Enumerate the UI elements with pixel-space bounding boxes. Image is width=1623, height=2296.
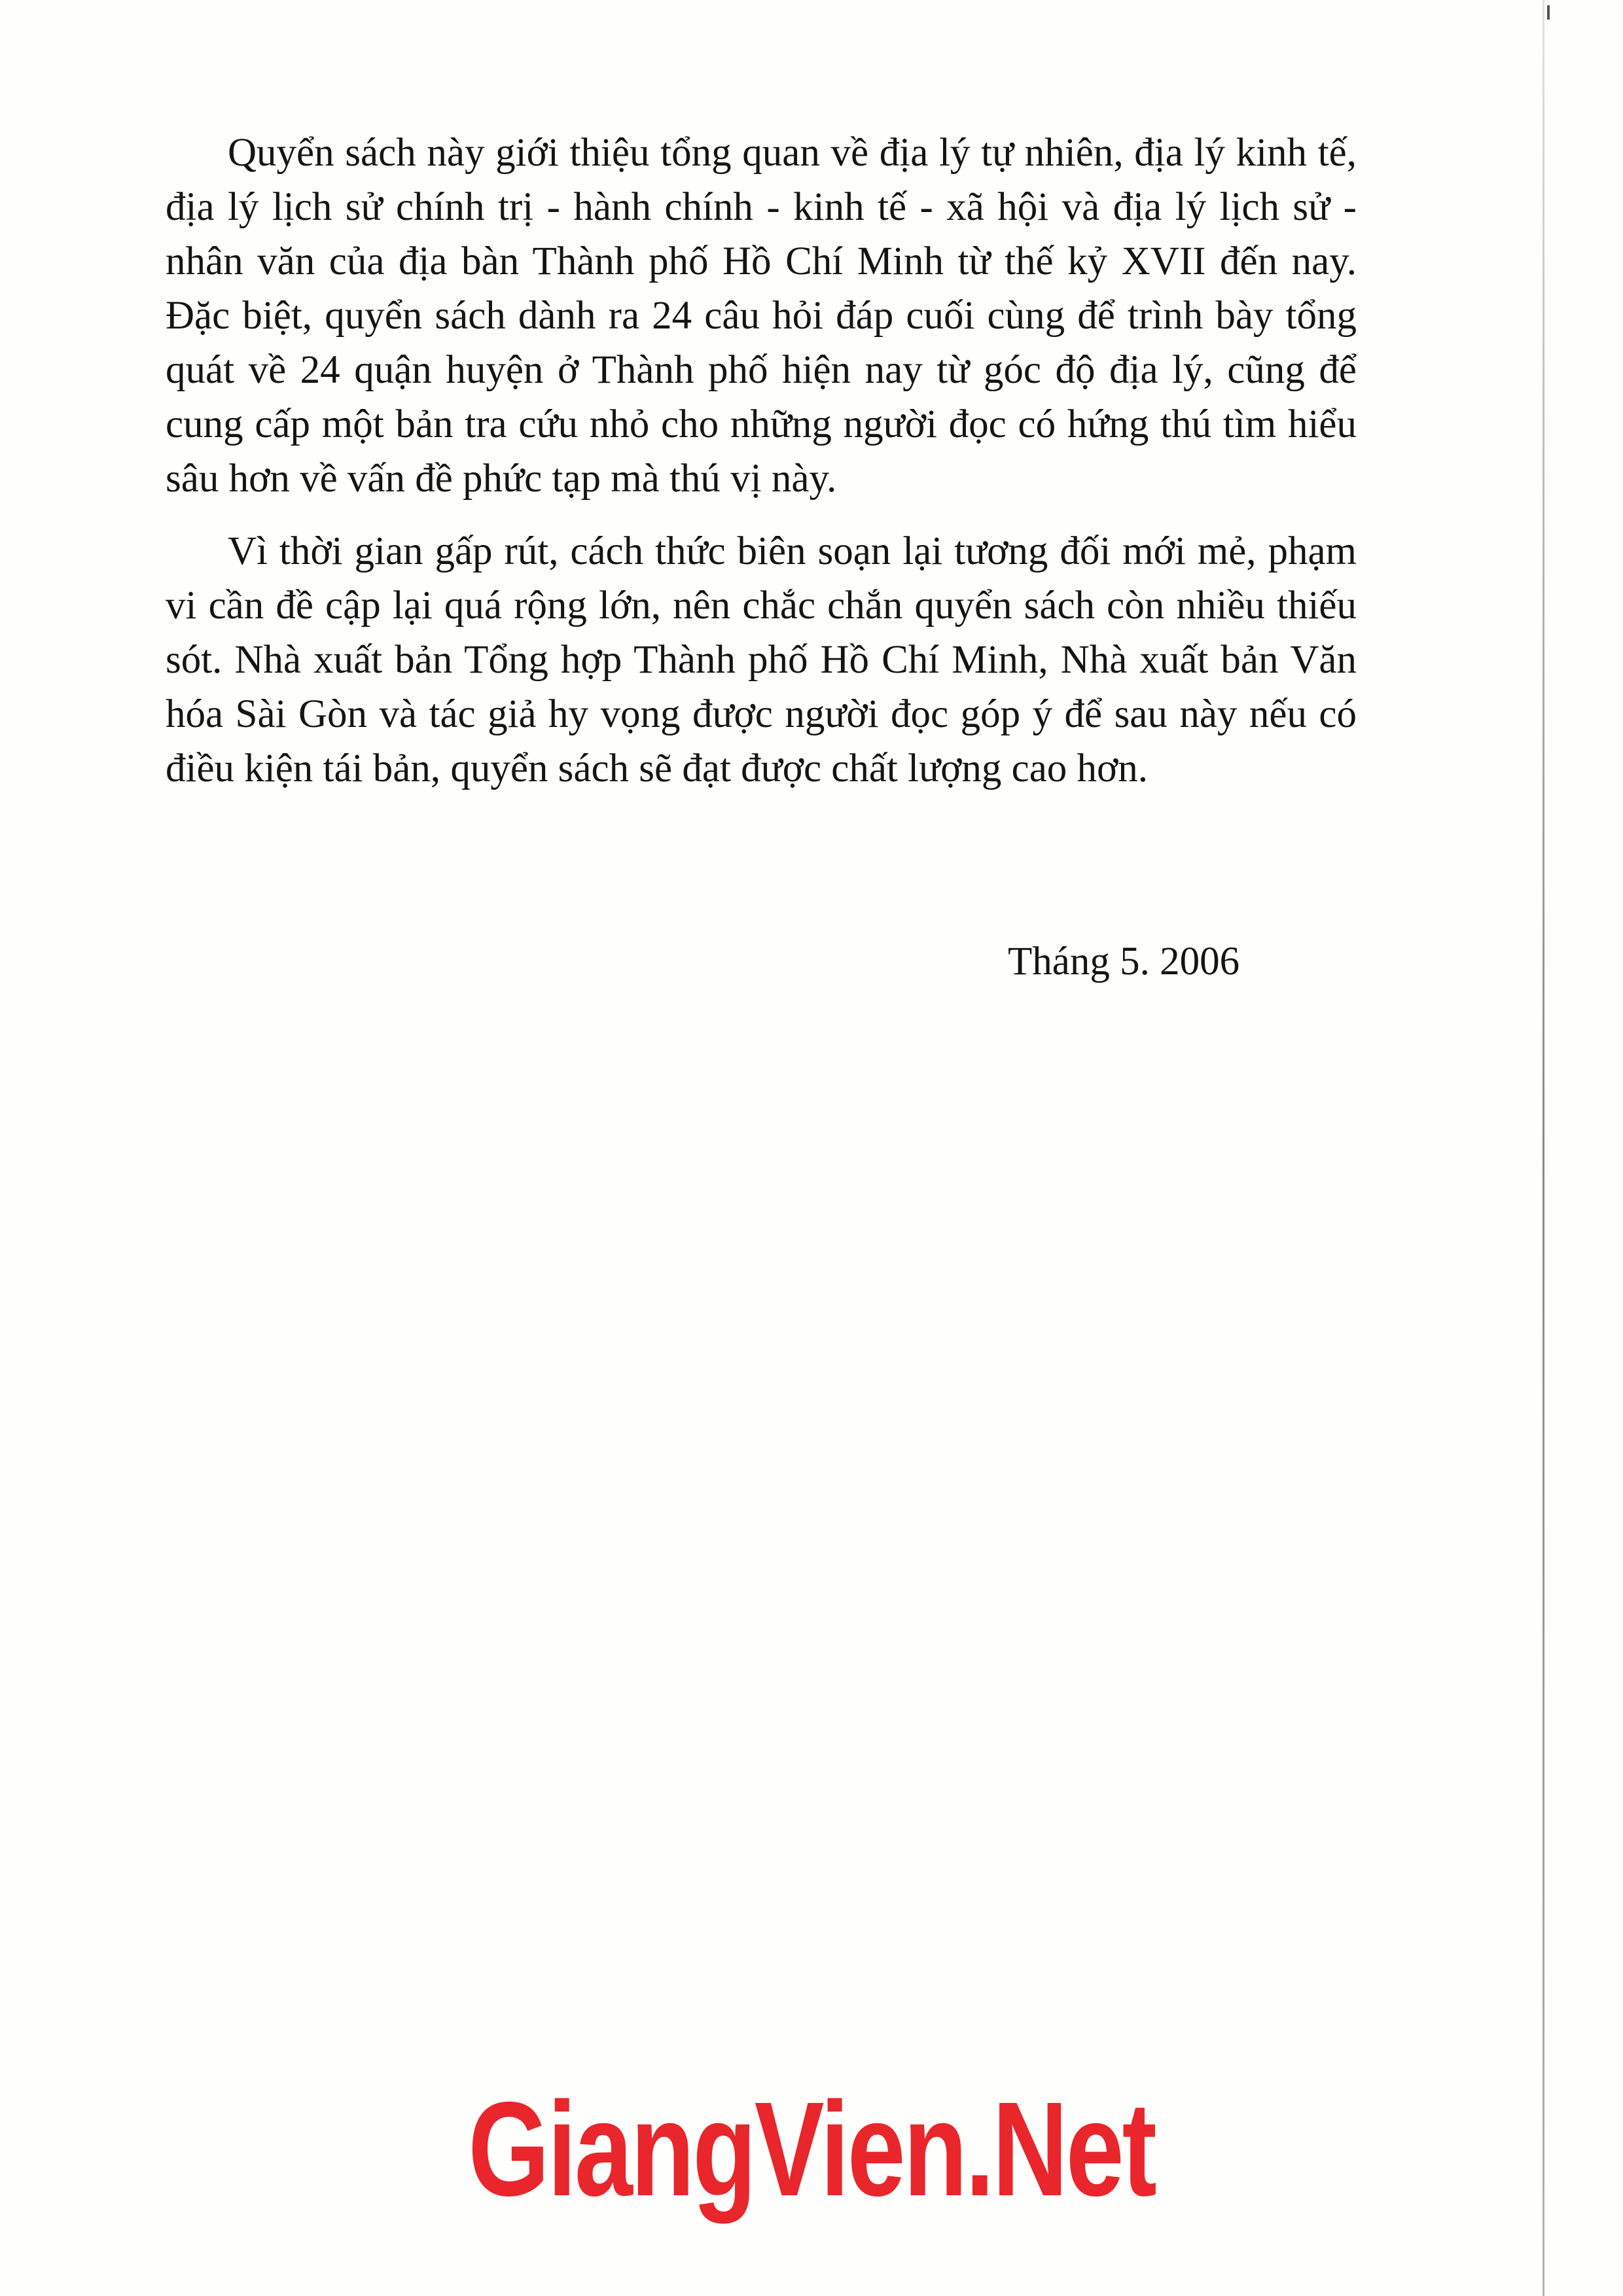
corner-mark — [1547, 5, 1550, 20]
paragraph-note: Vì thời gian gấp rút, cách thức biên soạn lại tương đối mới mẻ, phạm vi cần đề cập lại quá rộng lớn, nên chắc chắn quyển sách còn nhiều thiếu sót. Nhà xuất bản Tổng hợp Thành phố Hồ Chí Minh, Nhà xuất bản Văn hóa Sài Gòn và tác giả hy vọng được người đọc góp ý để sau này nếu có điều kiện tái bản, quyển sách sẽ đạt được chất lượng cao hơn. — [166, 529, 1357, 790]
date-line: Tháng 5. 2006 — [1008, 940, 1240, 983]
watermark-text: GiangVien.Net — [468, 2074, 1155, 2224]
body-text — [166, 126, 1357, 814]
paragraph-intro: Quyển sách này giới thiệu tổng quan về địa lý tự nhiên, địa lý kinh tế, địa lý lịch sử chính trị - hành chính - kinh tế - xã hội và địa lý lịch sử - nhân văn của địa bàn Thành phố Hồ Chí Minh từ thế kỷ XVII đến nay. Đặc biệt, quyển sách dành ra 24 câu hỏi đáp cuối cùng để trình bày tổng quát về 24 quận huyện ở Thành phố hiện nay từ góc độ địa lý, cũng để cung cấp một bản tra cứu nhỏ cho những người đọc có hứng thú tìm hiểu sâu hơn về vấn đề phức tạp mà thú vị này. — [166, 131, 1357, 501]
page-edge-line — [1543, 0, 1544, 2296]
